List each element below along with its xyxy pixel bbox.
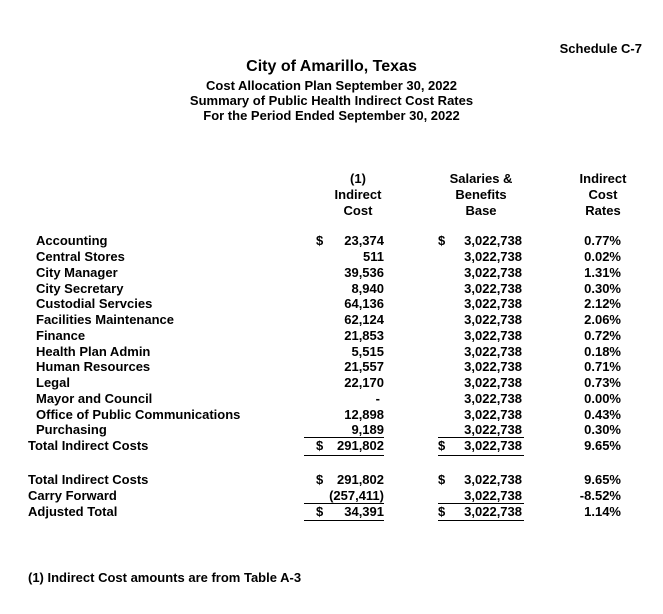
table-row bbox=[0, 233, 663, 249]
total-rule-base bbox=[438, 455, 524, 456]
rate-value: 0.73% bbox=[584, 375, 621, 390]
table-row bbox=[0, 375, 663, 391]
rate-value: 0.77% bbox=[584, 233, 621, 248]
base-value: 3,022,738 bbox=[464, 438, 522, 453]
col1-header-line: (1) bbox=[350, 171, 366, 186]
rate-value: 0.30% bbox=[584, 422, 621, 437]
base-value: 3,022,738 bbox=[464, 233, 522, 248]
row-label: Mayor and Council bbox=[36, 391, 153, 406]
indirect-cost-value: 21,557 bbox=[344, 359, 384, 374]
base-value: 3,022,738 bbox=[464, 504, 522, 519]
row-label: Legal bbox=[36, 375, 70, 390]
row-label: Custodial Servcies bbox=[36, 296, 153, 311]
row-label: Adjusted Total bbox=[28, 504, 118, 519]
total-rule-cost bbox=[304, 455, 384, 456]
base-value: 3,022,738 bbox=[464, 407, 522, 422]
indirect-cost-value: 34,391 bbox=[344, 504, 384, 519]
row-label: Total Indirect Costs bbox=[28, 438, 149, 453]
page-title: City of Amarillo, Texas bbox=[246, 58, 417, 75]
base-value: 3,022,738 bbox=[464, 422, 522, 437]
indirect-cost-value: 291,802 bbox=[337, 472, 384, 487]
table-row bbox=[0, 391, 663, 407]
subtitle-line-2: Cost Allocation Plan September 30, 2022 bbox=[206, 78, 457, 93]
base-value: 3,022,738 bbox=[464, 296, 522, 311]
total-row bbox=[0, 438, 663, 454]
table-row bbox=[0, 312, 663, 328]
base-value: 3,022,738 bbox=[464, 265, 522, 280]
row-label: Finance bbox=[36, 328, 86, 343]
rate-value: 2.12% bbox=[584, 296, 621, 311]
table-row bbox=[0, 281, 663, 297]
base-value: 3,022,738 bbox=[464, 488, 522, 503]
table-row bbox=[0, 328, 663, 344]
summary-row bbox=[0, 472, 663, 488]
subtitle-line-3: Summary of Public Health Indirect Cost Rates bbox=[189, 93, 474, 108]
col-header-indirect-cost bbox=[316, 171, 400, 219]
rate-value: 1.31% bbox=[584, 265, 621, 280]
col3-header-line: Indirect bbox=[579, 171, 627, 186]
col-header-salaries-base bbox=[438, 171, 524, 219]
rate-value: 9.65% bbox=[584, 472, 621, 487]
indirect-cost-value: 23,374 bbox=[344, 233, 384, 248]
row-label: Total Indirect Costs bbox=[28, 472, 149, 487]
indirect-cost-value: 8,940 bbox=[351, 281, 384, 296]
row-label: Facilities Maintenance bbox=[36, 312, 174, 327]
rate-value: 2.06% bbox=[584, 312, 621, 327]
row-label: Accounting bbox=[36, 233, 108, 248]
row-label: Health Plan Admin bbox=[36, 344, 151, 359]
cost-currency: $ bbox=[316, 438, 324, 453]
col1-header-line: Indirect bbox=[334, 187, 382, 202]
indirect-cost-value: 21,853 bbox=[344, 328, 384, 343]
cost-currency: $ bbox=[316, 504, 324, 519]
base-currency: $ bbox=[438, 233, 446, 248]
indirect-cost-value: 9,189 bbox=[351, 422, 384, 437]
indirect-cost-value: 291,802 bbox=[337, 438, 384, 453]
table-row bbox=[0, 422, 663, 438]
rate-value: 9.65% bbox=[584, 438, 621, 453]
row-label: City Manager bbox=[36, 265, 118, 280]
base-currency: $ bbox=[438, 472, 446, 487]
col3-header-line: Rates bbox=[585, 203, 621, 218]
subtitle-line-4: For the Period Ended September 30, 2022 bbox=[203, 108, 460, 123]
indirect-cost-value: 64,136 bbox=[344, 296, 384, 311]
row-label: Purchasing bbox=[36, 422, 107, 437]
col-header-rates bbox=[568, 171, 638, 219]
indirect-cost-value: (257,411) bbox=[329, 488, 384, 503]
rate-value: 0.43% bbox=[584, 407, 621, 422]
cost-currency: $ bbox=[316, 472, 324, 487]
row-label: Office of Public Communications bbox=[36, 407, 241, 422]
rate-value: 0.00% bbox=[584, 391, 621, 406]
rate-value: 0.71% bbox=[584, 359, 621, 374]
base-currency: $ bbox=[438, 504, 446, 519]
base-currency: $ bbox=[438, 438, 446, 453]
row-label: Human Resources bbox=[36, 359, 151, 374]
col1-header-line: Cost bbox=[343, 203, 373, 218]
col2-header-line: Salaries & bbox=[449, 171, 513, 186]
indirect-cost-value: 5,515 bbox=[351, 344, 384, 359]
indirect-cost-value: - bbox=[375, 391, 380, 406]
base-value: 3,022,738 bbox=[464, 375, 522, 390]
footnote: (1) Indirect Cost amounts are from Table A-3 bbox=[28, 570, 302, 585]
rate-value: 0.30% bbox=[584, 281, 621, 296]
base-value: 3,022,738 bbox=[464, 281, 522, 296]
rate-value: 0.72% bbox=[584, 328, 621, 343]
indirect-cost-value: 62,124 bbox=[344, 312, 384, 327]
base-value: 3,022,738 bbox=[464, 391, 522, 406]
base-value: 3,022,738 bbox=[464, 312, 522, 327]
base-value: 3,022,738 bbox=[464, 249, 522, 264]
base-value: 3,022,738 bbox=[464, 472, 522, 487]
row-label: Central Stores bbox=[36, 249, 125, 264]
row-label: Carry Forward bbox=[28, 488, 117, 503]
table-row bbox=[0, 296, 663, 312]
indirect-cost-value: 39,536 bbox=[344, 265, 384, 280]
adjusted-double-rule-cost bbox=[304, 520, 384, 521]
indirect-cost-value: 22,170 bbox=[344, 375, 384, 390]
row-label: City Secretary bbox=[36, 281, 124, 296]
table-row bbox=[0, 407, 663, 423]
summary-row bbox=[0, 504, 663, 520]
table-row bbox=[0, 359, 663, 375]
base-value: 3,022,738 bbox=[464, 344, 522, 359]
col3-header-line: Cost bbox=[588, 187, 618, 202]
rate-value: 1.14% bbox=[584, 504, 621, 519]
table-row bbox=[0, 249, 663, 265]
rate-value: -8.52% bbox=[579, 488, 621, 503]
cost-currency: $ bbox=[316, 233, 324, 248]
adjusted-double-rule-base bbox=[438, 520, 524, 521]
indirect-cost-value: 511 bbox=[363, 249, 384, 264]
table-row bbox=[0, 344, 663, 360]
col2-header-line: Base bbox=[465, 203, 497, 218]
rate-value: 0.02% bbox=[584, 249, 621, 264]
base-value: 3,022,738 bbox=[464, 359, 522, 374]
schedule-label: Schedule C-7 bbox=[559, 41, 642, 56]
table-row bbox=[0, 265, 663, 281]
col2-header-line: Benefits bbox=[455, 187, 507, 202]
indirect-cost-value: 12,898 bbox=[344, 407, 384, 422]
summary-row bbox=[0, 488, 663, 504]
base-value: 3,022,738 bbox=[464, 328, 522, 343]
rate-value: 0.18% bbox=[584, 344, 621, 359]
